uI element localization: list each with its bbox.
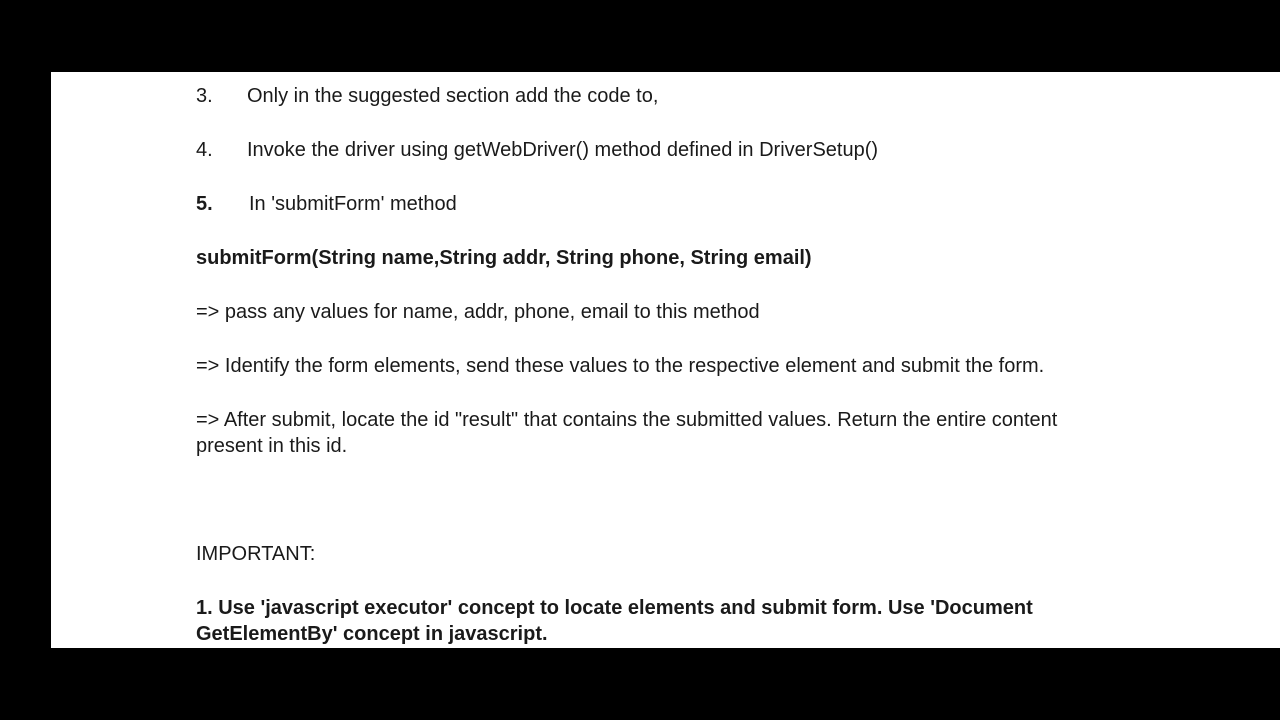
bullet-identify-elements: => Identify the form elements, send these values to the respective element and submit the form. xyxy=(196,355,1045,377)
important-heading: IMPORTANT: xyxy=(196,543,316,565)
list-item-5 xyxy=(196,191,457,217)
bullet-pass-values: => pass any values for name, addr, phone, email to this method xyxy=(196,301,760,323)
important-note: 1. Use 'javascript executor' concept to locate elements and submit form. Use 'Document GetElementBy' concept in javascript. xyxy=(196,597,1033,645)
list-item-text: In 'submitForm' method xyxy=(249,193,457,215)
bullet-after-submit: => After submit, locate the id "result" that contains the submitted values. Return the entire content present in this id. xyxy=(196,409,1058,457)
list-item-number: 4. xyxy=(196,139,213,161)
document-page xyxy=(51,72,1280,648)
list-item-number: 3. xyxy=(196,85,213,107)
method-signature: submitForm(String name,String addr, String phone, String email) xyxy=(196,247,812,269)
list-item-text: Invoke the driver using getWebDriver() method defined in DriverSetup() xyxy=(247,139,879,161)
list-item-text: Only in the suggested section add the code to, xyxy=(247,85,659,107)
list-item-3 xyxy=(196,83,658,109)
list-item-number: 5. xyxy=(196,193,213,215)
list-item-4 xyxy=(196,137,878,163)
